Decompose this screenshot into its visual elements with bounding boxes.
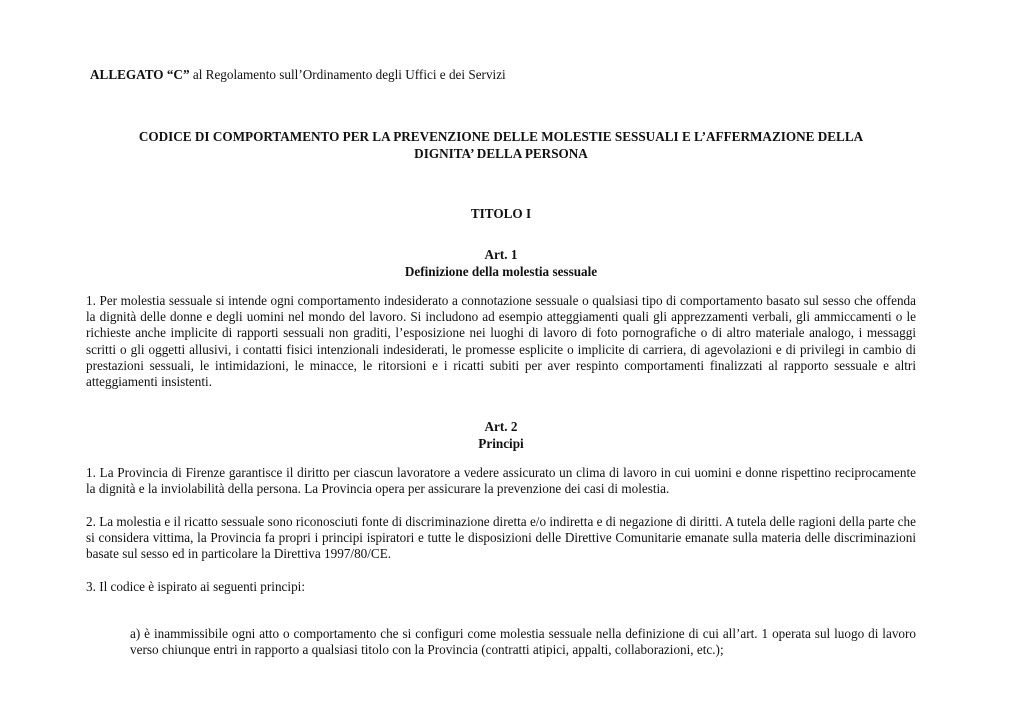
document-title-line-2: DIGNITA’ DELLA PERSONA — [414, 146, 588, 161]
document-page — [86, 0, 916, 724]
document-title — [86, 128, 916, 162]
art2-title: Principi — [478, 436, 524, 451]
document-title-line-1: CODICE DI COMPORTAMENTO PER LA PREVENZIONE DELLE MOLESTIE SESSUALI E L’AFFERMAZIONE DELLA — [138, 129, 864, 144]
art2-paragraph-2: 2. La molestia e il ricatto sessuale sono riconosciuti fonte di discriminazione diretta e/o indiretta e di negazione di diritti. A tutela delle ragioni della parte che si considera vittima, la Provincia fa propri i principi ispiratori e tutte le disposizioni delle Direttive Comunitarie emanate sulla materia delle discriminazioni basate sul sesso ed in particolare la Direttiva 1997/80/CE. — [86, 514, 916, 562]
allegato-description: al Regolamento sull’Ordinamento degli Uffici e dei Servizi — [189, 67, 506, 82]
art1-number: Art. 1 — [484, 247, 518, 262]
art2-paragraph-1: 1. La Provincia di Firenze garantisce il diritto per ciascun lavoratore a vedere assicurato un clima di lavoro in cui uomini e donne rispettino reciprocamente la dignità e la inviolabilità della persona. La Provincia opera per assicurare la prevenzione dei casi di molestia. — [86, 465, 916, 497]
allegato-label: ALLEGATO “C” — [90, 67, 190, 82]
art2-number: Art. 2 — [484, 419, 518, 434]
art1-paragraph-1: 1. Per molestia sessuale si intende ogni comportamento indesiderato a connotazione sessuale o qualsiasi tipo di comportamento basato sul sesso che offenda la dignità delle donne e degli uomini nel mondo del lavoro. Si includono ad esempio atteggiamenti quali gli apprezzamenti verbali, gli ammiccamenti o le richieste anche implicite di rapporti sessuali non graditi, l’esposizione nei luoghi di lavoro di foto pornografiche o di altro materiale analogo, i messaggi scritti o gli oggetti allusivi, i contatti fisici intenzionali indesiderati, le promesse esplicite o implicite di carriera, di agevolazioni e di privilegi in cambio di prestazioni sessuali, le intimidazioni, le minacce, le ritorsioni e i ricatti subiti per aver respinto comportamenti finalizzati al rapporto sessuale e altri atteggiamenti insistenti. — [86, 293, 916, 390]
allegato-header — [90, 67, 506, 83]
titolo-heading: TITOLO I — [470, 206, 532, 221]
art1-heading — [86, 246, 916, 280]
art2-paragraph-3: 3. Il codice è ispirato ai seguenti principi: — [86, 579, 305, 594]
art2-list-item-a: a) è inammissibile ogni atto o comportamento che si configuri come molestia sessuale nella definizione di cui all’art. 1 operata sul luogo di lavoro verso chiunque entri in rapporto a qualsiasi titolo con la Provincia (contratti atipici, appalti, collaborazioni, etc.); — [130, 626, 916, 658]
art1-title: Definizione della molestia sessuale — [404, 264, 598, 279]
art2-heading — [86, 418, 916, 452]
